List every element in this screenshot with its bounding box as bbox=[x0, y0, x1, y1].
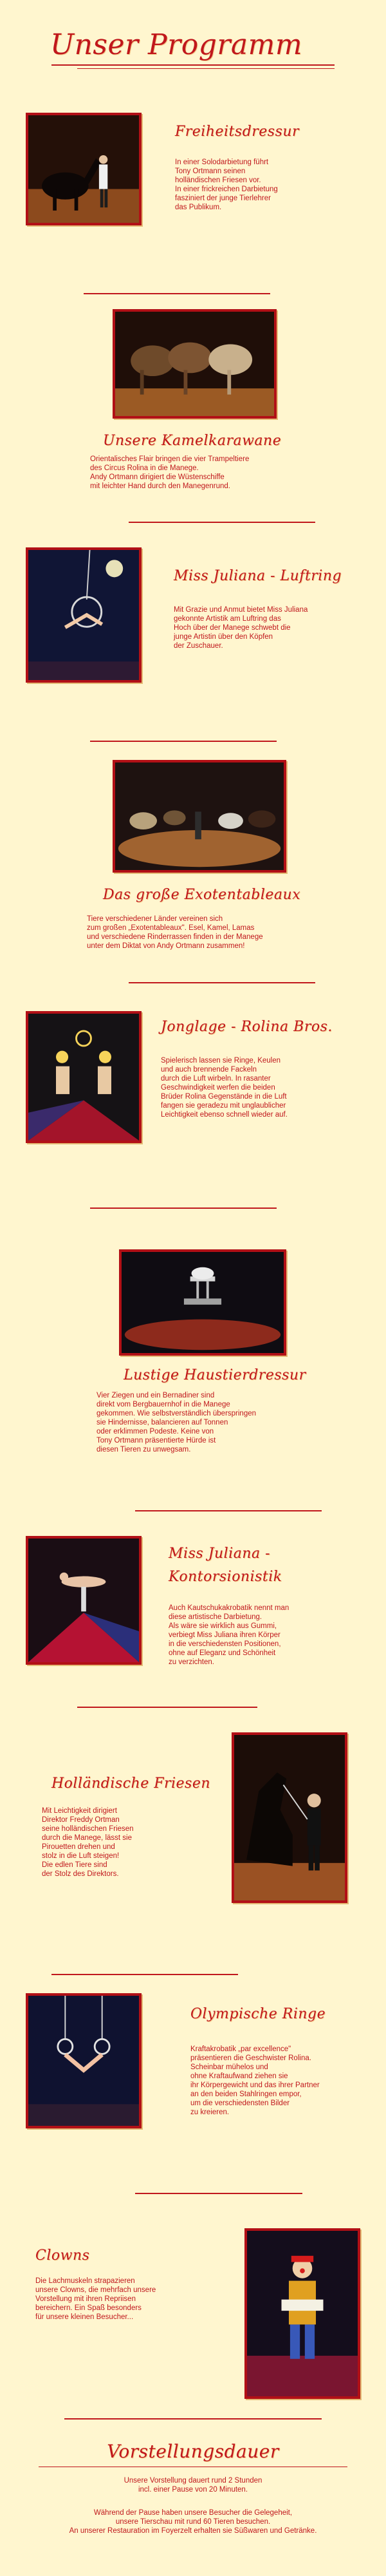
footer-duration: Unsere Vorstellung dauert rund 2 Stunden incl. einer Pause von 20 Minuten. bbox=[124, 2477, 262, 2494]
rings-photo bbox=[26, 1993, 142, 2128]
goats-photo bbox=[119, 1249, 286, 1356]
section-divider bbox=[90, 741, 277, 742]
juggling-photo bbox=[26, 1011, 142, 1143]
section-divider bbox=[129, 522, 315, 523]
act-description: Vier Ziegen und ein Bernadiner sind direkt vom Bergbauernhof in die Manege gekommen. Wie selbstverständlich überspringen sie Hindernisse, balancieren auf Tonnen oder erklimmen Podeste. Keine von Tony Ortmann präsentierte Hürde ist diesen Tieren zu unwegsam. bbox=[96, 1392, 257, 1454]
act-title: Freiheitsdressur bbox=[175, 124, 300, 140]
section-divider bbox=[129, 982, 315, 983]
act-description: Orientalisches Flair bringen die vier Trampeltiere des Circus Rolina in die Manege. Andy Ortmann dirigiert die Wüstenschiffe mit leichter Hand durch den Manegenrund. bbox=[90, 455, 250, 490]
section-divider bbox=[84, 293, 270, 294]
act-title: Lustige Haustierdressur bbox=[124, 1367, 306, 1383]
contortion-photo bbox=[26, 1536, 142, 1665]
clown-photo bbox=[244, 2228, 360, 2399]
section-divider bbox=[90, 1208, 277, 1209]
footer-info: Während der Pause haben unsere Besucher die Gelegeheit, unsere Tierschau mit rund 60 Tieren besuchen. An unserer Restauration im Foyerzelt erhalten sie Süßwaren und Getränke. bbox=[69, 2509, 317, 2535]
act-title: Jonglage - Rolina Bros. bbox=[161, 1019, 333, 1035]
act-title: Clowns bbox=[35, 2248, 90, 2264]
act-title: Unsere Kamelkarawane bbox=[103, 433, 282, 449]
horse-trainer-photo bbox=[26, 113, 142, 225]
title-underline-thin bbox=[77, 68, 335, 69]
footer-title: Vorstellungsdauer bbox=[107, 2441, 279, 2462]
act-description: Die Lachmuskeln strapazieren unsere Clowns, die mehrfach unsere Vorstellung mit ihren Repriisen bereichern. Ein Spaß besonders für unsere kleinen Besucher... bbox=[35, 2277, 156, 2321]
section-divider bbox=[64, 2418, 322, 2420]
act-description: In einer Solodarbietung führt Tony Ortmann seinen holländischen Friesen vor. In einer frickreichen Darbietung fasziniert der junge Tierlehrer das Publikum. bbox=[175, 158, 278, 211]
act-description: Mit Grazie und Anmut bietet Miss Juliana gekonnte Artistik am Luftring das Hoch über der Manege schwebt die junge Artistin über den Köpfen der Zuschauer. bbox=[174, 606, 308, 650]
act-description: Tiere verschiedener Länder vereinen sich zum großen „Exotentableaux". Esel, Kamel, Lamas und verschiedene Rinderrassen finden in der Manege unter dem Diktat von Andy Ortmann zusammen! bbox=[87, 915, 263, 950]
act-description: Mit Leichtigkeit dirigiert Direktor Freddy Ortman seine holländischen Friesen durch die Manege, lässt sie Pirouetten drehen und stolz in die Luft steigen! Die edlen Tiere sind der Stolz des Direktors. bbox=[42, 1807, 134, 1878]
act-title: Holländische Friesen bbox=[51, 1776, 211, 1792]
act-description: Auch Kautschukakrobatik nennt man diese artistische Darbietung. Als wäre sie wirklich aus Gummi, verbiegt Miss Juliana ihren Körper in die verschiedensten Positionen, ohne auf Eleganz und Schönheit zu verzichten. bbox=[169, 1604, 290, 1666]
act-title: Olympische Ringe bbox=[190, 2006, 326, 2022]
friesian-photo bbox=[232, 1732, 347, 1903]
aerial-ring-photo bbox=[26, 547, 142, 683]
act-description: Kraftakrobatik „par excellence" präsentieren die Geschwister Rolina. Scheinbar mühelos und ohne Kraftaufwand ziehen sie ihr Körpergewicht und das ihrer Partner an den beiden Stahlringen empor, um die verschiedensten Bilder zu kreieren. bbox=[190, 2045, 320, 2116]
title-underline bbox=[51, 64, 335, 66]
exotic-animals-photo bbox=[113, 760, 286, 873]
section-divider bbox=[51, 1974, 238, 1975]
act-title: Miss Juliana - Luftring bbox=[174, 568, 342, 584]
act-description: Spielerisch lassen sie Ringe, Keulen und auch brennende Fackeln durch die Luft wirbeln. In rasanter Geschwindigkeit werfen die beiden Brüder Rolina Gegenstände in die Luft fangen sie geradezu mit unglaublicher Leichtigkeit ebenso schnell wieder auf. bbox=[161, 1057, 288, 1119]
section-divider bbox=[135, 1510, 322, 1511]
section-divider bbox=[77, 1707, 257, 1708]
page-title: Unser Programm bbox=[50, 28, 303, 61]
act-title: Miss Juliana - Kontorsionistik bbox=[169, 1546, 282, 1585]
camels-photo bbox=[113, 309, 277, 419]
act-title: Das große Exotentableaux bbox=[103, 887, 301, 903]
section-divider bbox=[135, 2193, 302, 2194]
